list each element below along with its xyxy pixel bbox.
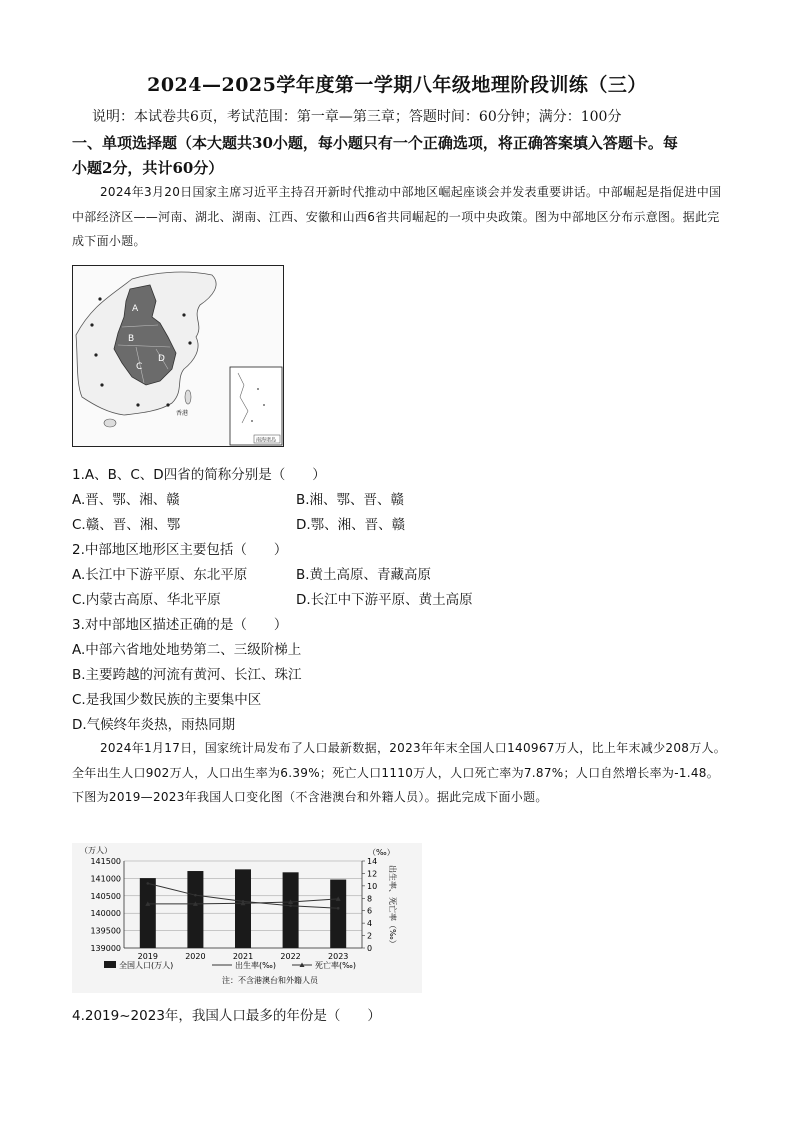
x-tick-label: 2019 xyxy=(137,952,158,961)
right-axis-unit: （‰） xyxy=(368,848,395,857)
right-tick-label: 14 xyxy=(367,857,378,866)
birth-rate-point xyxy=(147,882,150,885)
left-tick-label: 139000 xyxy=(90,944,121,953)
x-tick-label: 2022 xyxy=(280,952,301,961)
population-bar xyxy=(330,880,346,948)
map-label-c: C xyxy=(136,362,143,372)
left-axis-unit: （万人） xyxy=(80,846,112,855)
right-tick-label: 12 xyxy=(367,869,378,879)
legend-swatch-population xyxy=(104,961,116,968)
population-bar xyxy=(187,871,203,948)
section-heading-line2: 小题2分，共计60分） xyxy=(72,159,224,177)
right-axis-label: 出生率、死亡率（‰） xyxy=(388,865,397,948)
left-tick-label: 139500 xyxy=(90,926,121,936)
central-china-map xyxy=(72,265,284,447)
right-tick-label: 2 xyxy=(367,931,373,941)
birth-rate-point xyxy=(289,904,292,907)
map-label-d: D xyxy=(158,354,165,364)
population-bar xyxy=(283,872,299,948)
question-2-stem: 2.中部地区地形区主要包括（ ） xyxy=(72,542,288,558)
map-label-hk: 香港 xyxy=(176,410,189,417)
birth-rate-point xyxy=(194,894,197,897)
chart-note: 注：不含港澳台和外籍人员 xyxy=(222,976,318,985)
population-chart-svg xyxy=(72,843,422,993)
page-title: 2024—2025学年度第一学期八年级地理阶段训练（三） xyxy=(147,74,647,96)
right-tick-label: 8 xyxy=(367,894,373,904)
x-tick-label: 2021 xyxy=(232,952,254,961)
question-1-stem: 1.A、B、C、D四省的简称分别是（ ） xyxy=(72,467,326,483)
question-3-stem: 3.对中部地区描述正确的是（ ） xyxy=(72,617,288,633)
question-1-option-c[interactable]: C.赣、晋、湘、鄂 xyxy=(72,517,181,533)
question-2-option-c[interactable]: C.内蒙古高原、华北平原 xyxy=(72,592,221,608)
question-3-option-b[interactable]: B.主要跨越的河流有黄河、长江、珠江 xyxy=(72,667,302,683)
passage-2: 2024年1月17日，国家统计局发布了人口最新数据，2023年年末全国人口140967万人，比上年末减少208万人。全年出生人口902万人，人口出生率为6.39%；死亡人口1110万人，人口死亡率为7.87%；人口自然增长率为-1.48。下图为2019—2023年我国人口变化图（不含港澳台和外籍人员）。据此完成下面小题。 xyxy=(72,741,727,804)
exam-note: 说明：本试卷共6页，考试范围：第一章—第三章；答题时间：60分钟；满分：100分 xyxy=(92,109,622,125)
population-bar xyxy=(140,878,156,948)
x-tick-label: 2023 xyxy=(328,952,349,961)
left-tick-label: 140000 xyxy=(90,909,121,919)
right-tick-label: 6 xyxy=(367,906,373,916)
question-3-option-c[interactable]: C.是我国少数民族的主要集中区 xyxy=(72,692,262,708)
question-4-stem: 4.2019~2023年，我国人口最多的年份是（ ） xyxy=(72,1008,381,1024)
left-tick-label: 141000 xyxy=(90,874,121,884)
map-label-b: B xyxy=(128,334,135,344)
question-1-option-b[interactable]: B.湘、鄂、晋、赣 xyxy=(296,492,405,508)
birth-rate-point xyxy=(337,907,340,910)
x-tick-label: 2020 xyxy=(185,952,206,961)
passage-1: 2024年3月20日国家主席习近平主持召开新时代推动中部地区崛起座谈会并发表重要讲话。中部崛起是指促进中国中部经济区——河南、湖北、湖南、江西、安徽和山西6省共同崛起的一项中央政策。图为中部地区分布示意图。据此完成下面小题。 xyxy=(72,185,722,248)
left-tick-label: 141500 xyxy=(90,857,121,866)
right-tick-label: 10 xyxy=(367,881,378,891)
question-1-option-a[interactable]: A.晋、鄂、湘、赣 xyxy=(72,492,180,508)
legend-label-population: 全国人口(万人) xyxy=(119,961,174,970)
question-2-option-b[interactable]: B.黄土高原、青藏高原 xyxy=(296,567,432,583)
right-tick-label: 0 xyxy=(367,944,373,953)
left-tick-label: 140500 xyxy=(90,891,121,901)
map-inset-label: 南海诸岛 xyxy=(256,437,277,444)
question-3-option-a[interactable]: A.中部六省地处地势第二、三级阶梯上 xyxy=(72,642,302,658)
question-2-option-d[interactable]: D.长江中下游平原、黄土高原 xyxy=(296,592,473,608)
population-bar xyxy=(235,869,251,948)
question-1-option-d[interactable]: D.鄂、湘、晋、赣 xyxy=(296,517,406,533)
question-2-option-a[interactable]: A.长江中下游平原、东北平原 xyxy=(72,567,248,583)
legend-label-death: 死亡率(‰) xyxy=(315,961,356,970)
right-tick-label: 4 xyxy=(367,919,373,929)
question-3-option-d[interactable]: D.气候终年炎热，雨热同期 xyxy=(72,717,236,733)
population-chart xyxy=(72,843,422,993)
section-heading-line1: 一、单项选择题（本大题共30小题，每小题只有一个正确选项，将正确答案填入答题卡。每 xyxy=(72,134,678,152)
map-label-a: A xyxy=(132,304,139,314)
legend-label-birth: 出生率(‰) xyxy=(235,961,276,970)
